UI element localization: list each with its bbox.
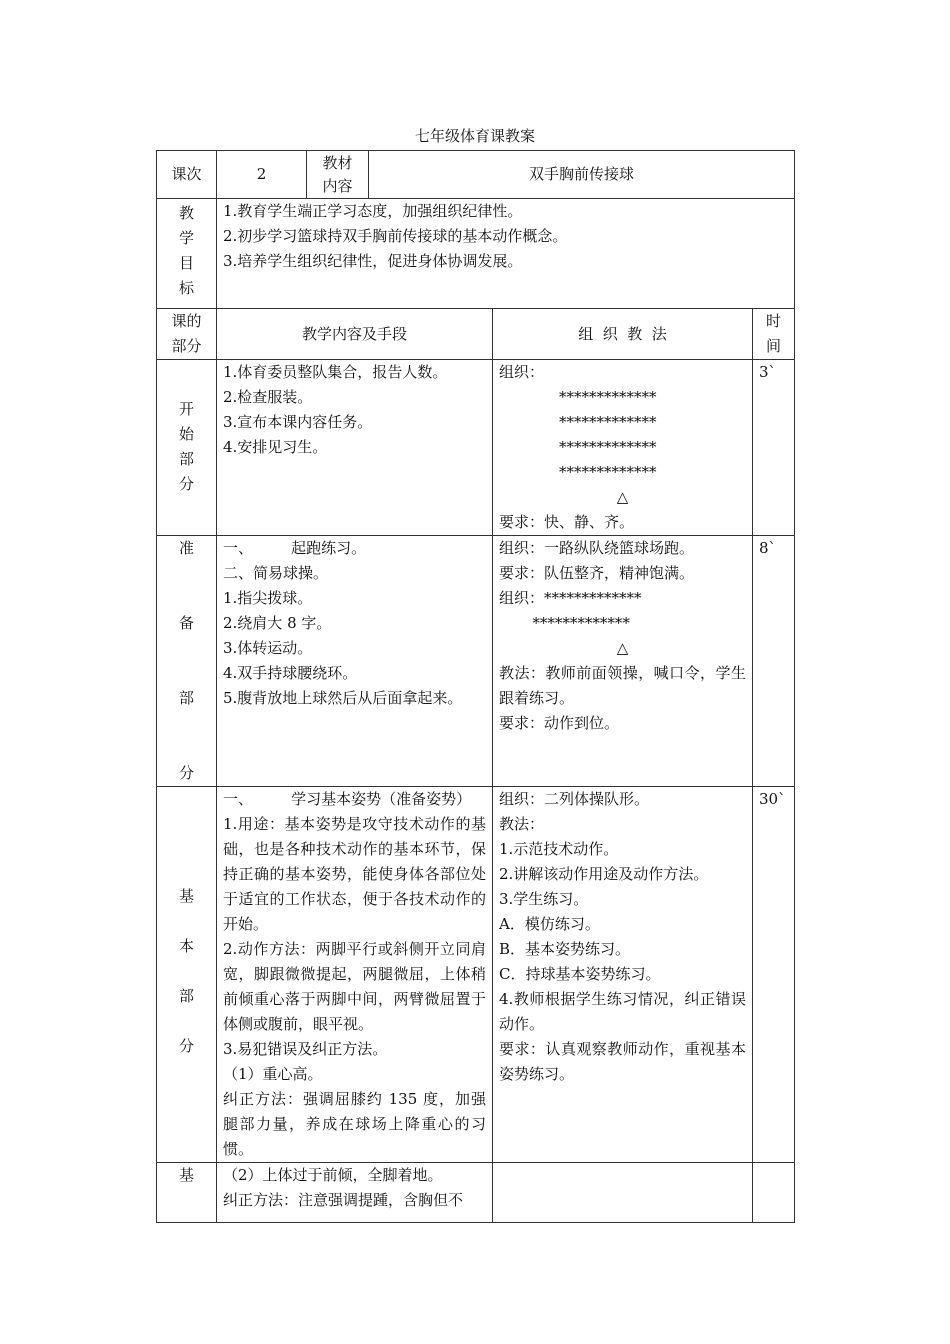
basic-label-char: 分 (178, 1037, 194, 1055)
teacher-triangle-icon: △ (616, 639, 629, 657)
basic-method-item: 组织：二列体操队形。 (499, 790, 650, 808)
part-header-2: 部分 (171, 337, 202, 355)
material-label (307, 151, 369, 199)
formation-row: ************* (559, 438, 657, 456)
basic-cont-error-2: （2）上体过于前倾，全脚着地。 (223, 1166, 443, 1184)
basic-cont-row (157, 1163, 795, 1223)
prep-content-item: 5.腹背放地上球然后从后面拿起来。 (223, 689, 463, 707)
basic-content-use: 1.用途：基本姿势是攻守技术动作的基础，也是各种技术动作的基本环节，保持正确的基本姿势，能使身体各部位处于适宜的工作状态，便于各技术动作的开始。 (223, 815, 486, 933)
start-label-char: 分 (178, 475, 194, 493)
objectives-label-char: 教 (178, 204, 194, 222)
start-content-item: 4.安排见习生。 (223, 438, 328, 456)
basic-method-item: 1.示范技术动作。 (499, 840, 619, 858)
formation-row: ************* (559, 388, 657, 406)
start-section-content (217, 360, 493, 536)
header-row (157, 151, 795, 199)
content-header: 教学内容及手段 (217, 309, 493, 360)
part-header-1: 课的 (171, 312, 202, 330)
objectives-content (217, 199, 795, 309)
basic-label-char: 部 (178, 987, 194, 1005)
basic-cont-label: 基 (157, 1163, 217, 1223)
prep-method-req2: 要求：动作到位。 (499, 714, 620, 732)
objective-item: 1.教育学生端正学习态度，加强组织纪律性。 (223, 202, 523, 220)
start-content-item: 2.检查服装。 (223, 388, 313, 406)
basic-section-label (157, 787, 217, 1163)
basic-method-correct: 4.教师根据学生练习情况，纠正错误动作。 (499, 990, 746, 1033)
start-label-char: 部 (178, 450, 194, 468)
basic-content-fix-1: 纠正方法：强调屈膝约 135 度，加强腿部力量，养成在球场上降重心的习惯。 (223, 1090, 486, 1158)
prep-label-char: 分 (178, 764, 194, 782)
start-method-org: 组织： (499, 363, 545, 381)
prep-content-item: 1.指尖拨球。 (223, 589, 313, 607)
lesson-label: 课次 (157, 151, 217, 199)
prep-content-item: 一、 起跑练习。 (223, 539, 367, 557)
start-section-row (157, 360, 795, 536)
prep-content-item: 二、简易球操。 (223, 564, 329, 582)
prep-content-item: 4.双手持球腰绕环。 (223, 664, 358, 682)
start-method-req: 要求：快、静、齐。 (499, 513, 635, 531)
start-section-method (493, 360, 753, 536)
prep-section-time: 8` (753, 536, 795, 787)
basic-label-char: 基 (178, 887, 194, 905)
time-header-2: 间 (766, 337, 782, 355)
basic-method-item: A．模仿练习。 (499, 915, 600, 933)
prep-content-item: 3.体转运动。 (223, 639, 313, 657)
basic-cont-time (753, 1163, 795, 1223)
material-label-1: 教材 (322, 153, 353, 172)
basic-cont-method (493, 1163, 753, 1223)
objectives-row (157, 199, 795, 309)
prep-label-char: 部 (178, 689, 194, 707)
basic-content-error-1: （1）重心高。 (223, 1065, 323, 1083)
material-label-2: 内容 (322, 176, 353, 195)
lesson-plan-table (156, 150, 795, 1223)
basic-method-item: C．持球基本姿势练习。 (499, 965, 661, 983)
prep-formation-row: ************* (499, 614, 630, 632)
page-title: 七年级体育课教案 (414, 127, 535, 145)
basic-content-method: 2.动作方法：两脚平行或斜侧开立同肩宽，脚跟微微提起，两腿微屈，上体稍前倾重心落于两脚中间，两臂微屈置于体侧或腹前，眼平视。 (223, 940, 486, 1033)
basic-method-item: 教法： (499, 815, 545, 833)
basic-method-req: 要求：认真观察教师动作，重视基本姿势练习。 (499, 1040, 746, 1083)
basic-method-item: B．基本姿势练习。 (499, 940, 631, 958)
basic-section-content (217, 787, 493, 1163)
basic-section-row (157, 787, 795, 1163)
basic-cont-fix-2: 纠正方法：注意强调提踵，含胸但不 (223, 1191, 464, 1209)
teacher-triangle-icon: △ (616, 488, 629, 506)
prep-method-org2: 组织：************* (499, 589, 642, 607)
objective-item: 2.初步学习篮球持双手胸前传接球的基本动作概念。 (223, 227, 568, 245)
prep-section-content (217, 536, 493, 787)
basic-method-item: 3.学生练习。 (499, 890, 589, 908)
start-content-item: 1.体育委员整队集合，报告人数。 (223, 363, 448, 381)
prep-content-item: 2.绕肩大 8 字。 (223, 614, 332, 632)
basic-section-time: 30` (753, 787, 795, 1163)
basic-section-method (493, 787, 753, 1163)
prep-method-teach: 教法：教师前面领操，喊口令，学生跟着练习。 (499, 664, 746, 707)
lesson-value: 2 (217, 151, 307, 199)
objectives-label-char: 标 (178, 279, 194, 297)
method-header: 组 织 教 法 (493, 309, 753, 360)
start-section-time: 3` (753, 360, 795, 536)
prep-section-method (493, 536, 753, 787)
time-header (753, 309, 795, 360)
start-label-char: 开 (178, 400, 194, 418)
time-header-1: 时 (766, 312, 782, 330)
basic-content-errors: 3.易犯错误及纠正方法。 (223, 1040, 388, 1058)
start-section-label (157, 360, 217, 536)
basic-label-char: 本 (178, 937, 194, 955)
start-content-item: 3.宣布本课内容任务。 (223, 413, 373, 431)
objectives-label-char: 学 (178, 229, 194, 247)
prep-label-char: 备 (178, 614, 194, 632)
objectives-label-char: 目 (178, 254, 194, 272)
basic-method-item: 2.讲解该动作用途及动作方法。 (499, 865, 709, 883)
part-header (157, 309, 217, 360)
start-label-char: 始 (178, 425, 194, 443)
basic-content-head: 一、 学习基本姿势（准备姿势） (223, 790, 472, 808)
material-value: 双手胸前传接球 (369, 151, 795, 199)
column-header-row (157, 309, 795, 360)
prep-section-row (157, 536, 795, 787)
formation-row: ************* (559, 463, 657, 481)
objective-item: 3.培养学生组织纪律性，促进身体协调发展。 (223, 252, 523, 270)
prep-section-label (157, 536, 217, 787)
objectives-label (157, 199, 217, 309)
formation-row: ************* (559, 413, 657, 431)
prep-method-req1: 要求：队伍整齐，精神饱满。 (499, 564, 695, 582)
prep-method-org1: 组织：一路纵队绕篮球场跑。 (499, 539, 695, 557)
prep-label-char: 准 (178, 539, 194, 557)
basic-cont-content (217, 1163, 493, 1223)
